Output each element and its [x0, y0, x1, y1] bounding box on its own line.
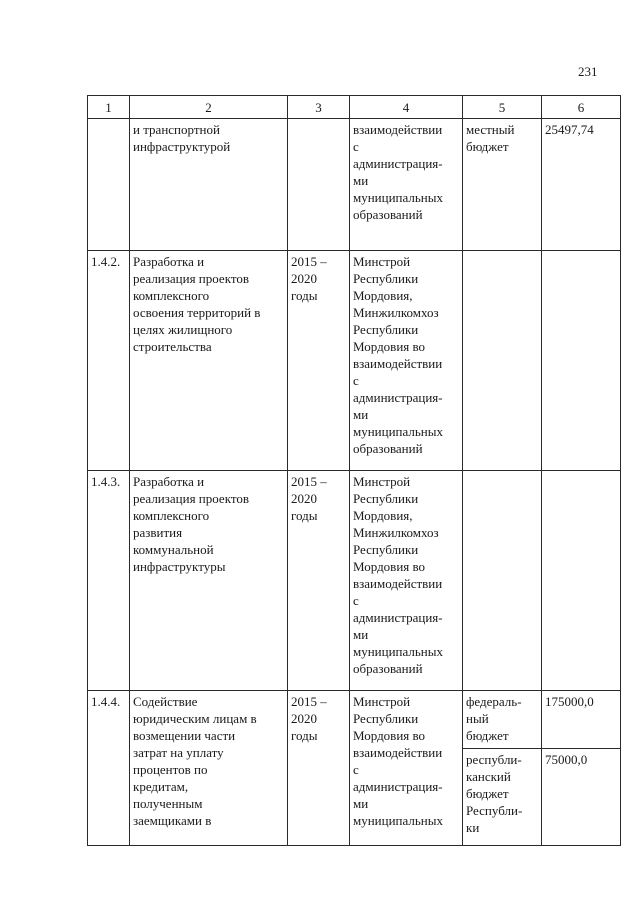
table-header-row: [88, 96, 621, 119]
amount-cell: [542, 119, 621, 251]
column-header: 4: [350, 96, 463, 119]
amount-cell: [542, 691, 621, 846]
page-number: 231: [578, 64, 598, 79]
item-number-text: 1.4.3.: [91, 474, 121, 489]
column-header: 6: [542, 96, 621, 119]
period-cell: [288, 251, 350, 471]
measure-cell: [130, 119, 288, 251]
period-cell: [288, 471, 350, 691]
amount-text: 25497,74: [545, 122, 594, 137]
executor-text: Минстрой Республики Мордовия во взаимодействии с администрация- ми муниципальных: [353, 694, 444, 828]
funding-source-cell: [463, 119, 542, 251]
item-number-text: 1.4.2.: [91, 254, 121, 269]
executor-text: Минстрой Республики Мордовия, Минжилкомхоз Республики Мордовия во взаимодействии с администрация- ми муниципальных образований: [353, 474, 444, 676]
measure-text: Разработка и реализация проектов комплексного освоения территорий в целях жилищного строительства: [133, 254, 261, 354]
measure-text: и транспортной инфраструктурой: [133, 122, 231, 154]
amount-cell: [542, 251, 621, 471]
funding-source-text: местный бюджет: [466, 122, 515, 154]
measure-cell: [130, 691, 288, 846]
executor-cell: [350, 251, 463, 471]
period-text: 2015 – 2020 годы: [291, 474, 327, 523]
funding-source-federal: федераль- ный бюджет: [463, 691, 541, 749]
column-header: 5: [463, 96, 542, 119]
executor-cell: [350, 691, 463, 846]
measure-text: Содействие юридическим лицам в возмещении части затрат на уплату процентов по кредитам, полученным заемщиками в: [133, 694, 257, 828]
period-cell: [288, 119, 350, 251]
item-number-cell: [88, 119, 130, 251]
amount-federal: 175000,0: [542, 691, 620, 749]
executor-text: взаимодействии с администрация- ми муниципальных образований: [353, 122, 444, 222]
funding-source-cell: [463, 251, 542, 471]
measure-cell: [130, 471, 288, 691]
item-number-cell: [88, 471, 130, 691]
table-row: [88, 251, 621, 471]
column-header: 2: [130, 96, 288, 119]
program-measures-table: [87, 95, 621, 846]
executor-cell: [350, 119, 463, 251]
column-header: 1: [88, 96, 130, 119]
measure-text: Разработка и реализация проектов комплексного развития коммунальной инфраструктуры: [133, 474, 249, 574]
measure-cell: [130, 251, 288, 471]
table-row: [88, 119, 621, 251]
table-row: [88, 471, 621, 691]
period-text: 2015 – 2020 годы: [291, 254, 327, 303]
funding-source-republican: республи- канский бюджет Республи- ки: [466, 752, 523, 835]
funding-source-cell: [463, 471, 542, 691]
item-number-cell: [88, 251, 130, 471]
amount-cell: [542, 471, 621, 691]
item-number-cell: [88, 691, 130, 846]
period-text: 2015 – 2020 годы: [291, 694, 327, 743]
executor-text: Минстрой Республики Мордовия, Минжилкомхоз Республики Мордовия во взаимодействии с администрация- ми муниципальных образований: [353, 254, 444, 456]
period-cell: [288, 691, 350, 846]
amount-republican: 75000,0: [545, 752, 588, 767]
column-header: 3: [288, 96, 350, 119]
funding-source-cell: [463, 691, 542, 846]
item-number-text: 1.4.4.: [91, 694, 121, 709]
table-row: [88, 691, 621, 846]
executor-cell: [350, 471, 463, 691]
